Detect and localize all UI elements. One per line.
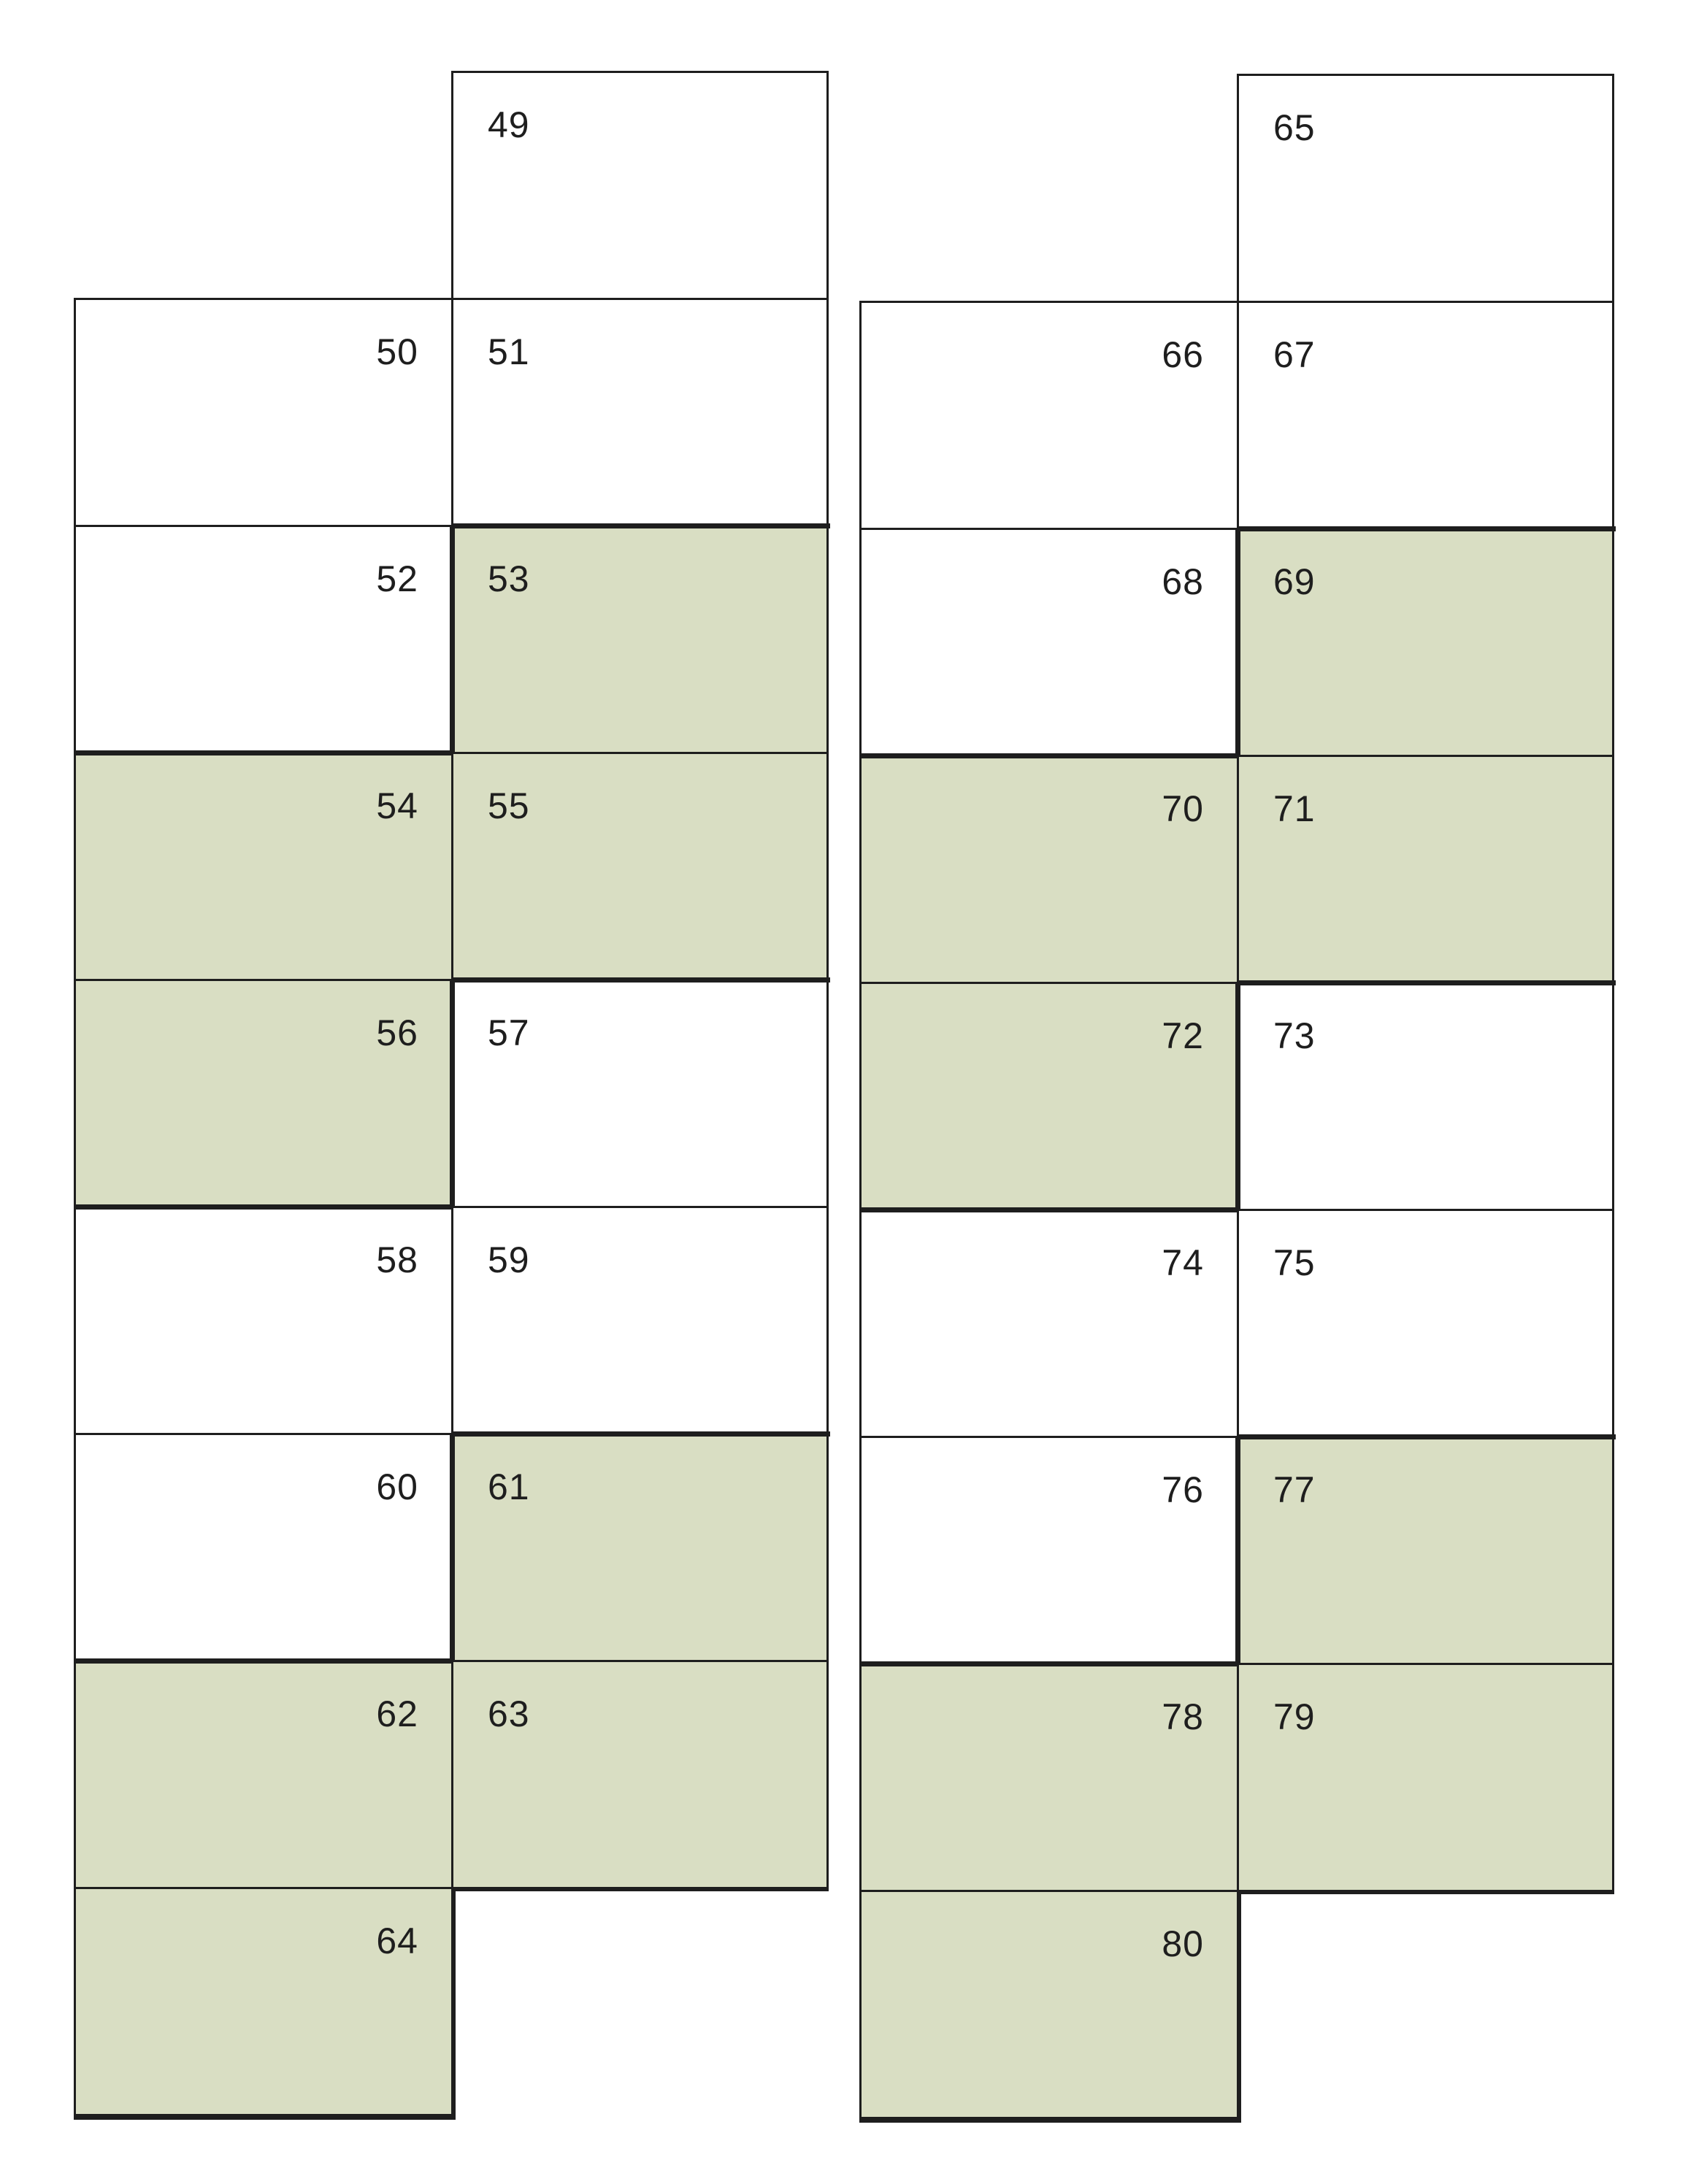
- grid-outer-edge: [74, 2114, 453, 2120]
- cell-number: 62: [376, 1693, 418, 1734]
- cell-number: 80: [1162, 1923, 1204, 1964]
- grid-cell-72: [859, 982, 1237, 1209]
- cell-number: 79: [1273, 1696, 1316, 1737]
- cell-number: 60: [376, 1466, 418, 1507]
- cell-number: 72: [1162, 1015, 1204, 1056]
- region-boundary: [859, 753, 1238, 758]
- cell-number: 61: [488, 1466, 530, 1507]
- grid-cell-55: [451, 752, 829, 979]
- grid-cell-49: [451, 71, 829, 298]
- cell-number: 57: [488, 1012, 530, 1053]
- region-boundary: [74, 1658, 453, 1664]
- grid-cell-80: [859, 1890, 1237, 2117]
- region-boundary: [1237, 526, 1616, 531]
- grid-cell-63: [451, 1660, 829, 1887]
- region-boundary: [1237, 1890, 1241, 2123]
- grid-cell-66: [859, 301, 1237, 528]
- grid-cell-69: [1237, 528, 1614, 755]
- grid-cell-51: [451, 298, 829, 525]
- region-boundary: [451, 523, 830, 528]
- cell-number: 70: [1162, 788, 1204, 829]
- grid-cell-64: [74, 1887, 451, 2114]
- grid-cell-70: [859, 755, 1237, 982]
- region-boundary: [1237, 980, 1616, 985]
- grid-cell-71: [1237, 755, 1614, 982]
- grid-cell-74: [859, 1209, 1237, 1436]
- grid-cell-77: [1237, 1436, 1614, 1663]
- cell-number: 69: [1273, 561, 1316, 602]
- region-boundary: [450, 1433, 455, 1662]
- grid-cell-60: [74, 1433, 451, 1660]
- cell-number: 74: [1162, 1242, 1204, 1283]
- grid-cell-57: [451, 979, 829, 1206]
- grid-cell-59: [451, 1206, 829, 1433]
- grid-cell-52: [74, 525, 451, 752]
- region-boundary: [1237, 1890, 1614, 1894]
- region-boundary: [451, 1431, 830, 1437]
- grid-cell-62: [74, 1660, 451, 1887]
- cell-number: 50: [376, 331, 418, 372]
- region-boundary: [1235, 982, 1240, 1211]
- cell-number: 68: [1162, 561, 1204, 602]
- grid-cell-58: [74, 1206, 451, 1433]
- cell-number: 53: [488, 558, 530, 599]
- region-boundary: [450, 525, 455, 754]
- grid-outer-edge: [859, 2117, 1239, 2123]
- cell-number: 64: [376, 1920, 418, 1961]
- cell-number: 49: [488, 104, 530, 145]
- region-boundary: [74, 750, 453, 755]
- grid-cell-67: [1237, 301, 1614, 528]
- cell-number: 71: [1273, 788, 1316, 829]
- cell-number: 75: [1273, 1242, 1316, 1283]
- region-boundary: [859, 1207, 1238, 1212]
- grid-cell-68: [859, 528, 1237, 755]
- grid-cell-76: [859, 1436, 1237, 1663]
- region-boundary: [859, 1661, 1238, 1666]
- cell-number: 52: [376, 558, 418, 599]
- region-boundary: [1235, 1436, 1240, 1665]
- grid-cell-53: [451, 525, 829, 752]
- cell-number: 51: [488, 331, 530, 372]
- cell-number: 63: [488, 1693, 530, 1734]
- grid-cell-50: [74, 298, 451, 525]
- cell-number: 54: [376, 785, 418, 826]
- grid-cell-56: [74, 979, 451, 1206]
- grid-cell-65: [1237, 74, 1614, 301]
- grid-cell-79: [1237, 1663, 1614, 1890]
- region-boundary: [451, 1887, 456, 2120]
- region-boundary: [451, 1887, 829, 1891]
- region-boundary: [1237, 1434, 1616, 1439]
- region-boundary: [450, 979, 455, 1208]
- grid-cell-61: [451, 1433, 829, 1660]
- cell-number: 67: [1273, 334, 1316, 375]
- cell-number: 66: [1162, 334, 1204, 375]
- grid-cell-75: [1237, 1209, 1614, 1436]
- cell-number: 77: [1273, 1469, 1316, 1510]
- cell-number: 55: [488, 785, 530, 826]
- grid-cell-73: [1237, 982, 1614, 1209]
- grid-cell-54: [74, 752, 451, 979]
- cell-number: 73: [1273, 1015, 1316, 1056]
- cell-number: 58: [376, 1239, 418, 1280]
- grid-cell-78: [859, 1663, 1237, 1890]
- region-boundary: [1235, 528, 1240, 757]
- region-boundary: [451, 977, 830, 983]
- region-boundary: [74, 1204, 453, 1210]
- cell-number: 78: [1162, 1696, 1204, 1737]
- cell-number: 56: [376, 1012, 418, 1053]
- cell-number: 59: [488, 1239, 530, 1280]
- cell-number: 65: [1273, 107, 1316, 148]
- cell-number: 76: [1162, 1469, 1204, 1510]
